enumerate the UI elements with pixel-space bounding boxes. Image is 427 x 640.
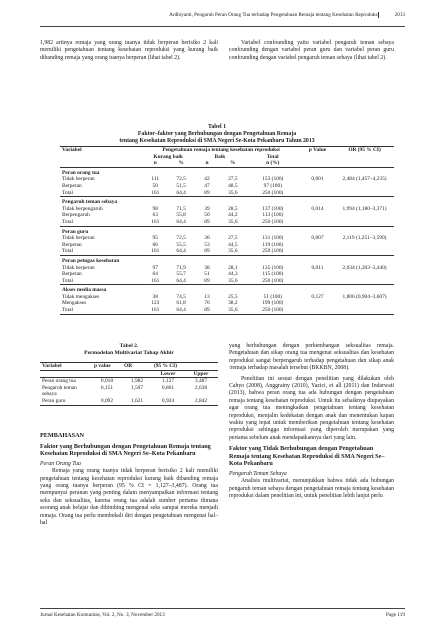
table-row xyxy=(40,378,218,385)
cell-label: Total xyxy=(60,307,142,314)
table-row xyxy=(60,219,394,226)
cell-label: Total xyxy=(60,219,142,226)
cell-p xyxy=(300,212,335,219)
cell-p: 0,007 xyxy=(311,235,324,242)
cell-label: Berperan xyxy=(62,241,82,248)
th-upper: Upper xyxy=(184,370,218,378)
paragraph: yang berhubungan dengan perkembangan seksualitas remaja. Pengetahuan dan sikap orang tua mengenai seksualitas dan kesehatan reproduksi sangat berpengaruh terhadap pengetahuan dan sikap anak /remaja terhadap masalah tersebut (BKKBN, 2008). xyxy=(229,343,394,372)
cell-p2: 44,2 xyxy=(228,212,238,219)
cell-n2: 13 xyxy=(204,293,210,300)
cell-n1: 161 xyxy=(142,278,168,285)
table1-caption xyxy=(40,124,394,145)
paragraph: Remaja yang orang tuanya tidak berperan berisiko 2 kali memiliki pengetahuan tentang kesehatan reproduksi kurang baik dibanding remaja yang orang tuanya berperan (95 % CI = 1,127–3,487). Orang tua mempunyai peranan yang penting dalam menyampaikan informasi tentang seks dan seksualitas, karena orang tua adalah sumber pertama dimana seorang anak belajar dan dibimbing mengenal seks sampai mereka menjadi remaja. Orang tua perlu membekali diri dengan pengetahuan mengenai hal–hal xyxy=(40,468,218,527)
cell-p: 1,621 xyxy=(122,398,152,405)
cell-n1: 50 xyxy=(152,182,158,189)
cell-label: Total xyxy=(60,248,142,255)
cell-n2: 53 xyxy=(204,241,210,248)
cell-label: Pengaruh teman sebaya xyxy=(42,384,77,398)
cell-or: 0,924 xyxy=(152,398,184,405)
cell-ci: 2,842 xyxy=(184,398,218,405)
right-bottom-text xyxy=(229,343,394,504)
cell-tot: 135 (100) xyxy=(262,264,284,271)
table-row xyxy=(60,183,394,190)
table2-body xyxy=(40,378,218,405)
cell-or xyxy=(335,271,394,278)
cell-p: 1,982 xyxy=(130,378,144,385)
cell-label: Tidak berperan xyxy=(62,264,95,271)
table1-title-line2: tentang Kesehatan Reproduksi di SMA Negeri Se-Kota Pekanbaru Tahun 2013 xyxy=(119,138,315,144)
cell-tot: 115 (100) xyxy=(262,271,284,278)
cell-label: Peran orang tua xyxy=(42,378,76,385)
cell-p xyxy=(300,271,335,278)
cell-tot: 199 (100) xyxy=(262,300,284,307)
cell-tot: 131 (100) xyxy=(262,235,284,242)
cell-n2: 51 xyxy=(204,271,210,278)
cell-p1: 55,7 xyxy=(176,271,186,278)
cell-n1: 64 xyxy=(152,271,158,278)
cell-p1: 72,5 xyxy=(176,235,186,242)
cell-p2: 35,6 xyxy=(220,190,246,197)
th-ci: (95 % CI) xyxy=(152,363,218,371)
table-row xyxy=(60,265,394,272)
cell-label: Mengakses xyxy=(62,300,87,307)
cell-n2: 89 xyxy=(194,278,220,285)
cell-p xyxy=(300,278,335,285)
cell-b: 0,092 xyxy=(92,398,122,405)
table-row xyxy=(60,190,394,197)
cell-label: Peran guru xyxy=(40,398,92,405)
table-row xyxy=(60,235,394,242)
cell-p2: 25,5 xyxy=(228,293,238,300)
cell-n1: 161 xyxy=(142,190,168,197)
cell-or: 1,806 (0,904–3,607) xyxy=(342,293,387,300)
cell-p2: 44,5 xyxy=(228,241,238,248)
footer-page: Page 119 xyxy=(386,612,405,618)
cell-or: 2,034 (1,203–3,440) xyxy=(342,264,387,271)
cell-tot: 137 (100) xyxy=(262,205,284,212)
cell-label: Total xyxy=(60,190,142,197)
cell-tot: 113 (100) xyxy=(262,212,284,219)
th-variabel: Variabel xyxy=(60,147,142,154)
cell-or: 1,127 xyxy=(161,378,175,385)
cell-p2: 35,6 xyxy=(220,278,246,285)
cell-p1: 64,4 xyxy=(168,248,194,255)
heading-pembahasan: PEMBAHASAN xyxy=(40,432,85,439)
cell-tot: 119 (100) xyxy=(262,241,284,248)
cell-p1: 55,5 xyxy=(176,241,186,248)
header-rule xyxy=(40,26,405,27)
cell-b: 0,151 xyxy=(100,384,114,391)
cell-p xyxy=(300,248,335,255)
cell-p1: 61,8 xyxy=(176,300,186,307)
cell-n2: 39 xyxy=(204,205,210,212)
header-year: 2013 xyxy=(378,12,405,18)
table-row xyxy=(40,385,218,398)
th-n: n xyxy=(194,160,220,167)
cell-or xyxy=(335,190,394,197)
left-top-paragraph xyxy=(40,40,218,65)
table-group-row xyxy=(60,167,394,176)
table-row xyxy=(60,212,394,219)
table-row xyxy=(60,176,394,183)
heading-faktor-tidak: Faktor yang Tidak Berhubungan dengan Pengetahuan Remaja tentang Kesehatan Reproduksi di SMA Negeri Se–Kota Pekanbaru xyxy=(229,445,385,468)
cell-p2: 28,1 xyxy=(228,264,238,271)
table-row xyxy=(60,242,394,249)
cell-tot: 97 (100) xyxy=(263,182,282,189)
cell-n1: 66 xyxy=(152,241,158,248)
cell-n2: 42 xyxy=(204,176,210,183)
cell-p2: 35,6 xyxy=(220,248,246,255)
cell-label: Total xyxy=(60,278,142,285)
cell-tot: 250 (100) xyxy=(246,190,300,197)
running-title: Ardhiyanti, Pengaruh Peran Orang Tua terhadap Pengetahuan Remaja tentang Kesehatan Reproduksi xyxy=(169,12,379,18)
cell-p1: 71,5 xyxy=(176,205,186,212)
table1-title-line1: Faktor–faktor yang Berhubungan dengan Pengetahuan Remaja xyxy=(137,131,297,137)
th-or: OR xyxy=(122,363,152,371)
group-label: Peran guru xyxy=(62,228,89,235)
table-row xyxy=(60,300,394,307)
cell-n1: 111 xyxy=(151,176,160,183)
th-variabel: Variabel xyxy=(40,363,92,371)
th-total: Total xyxy=(266,153,279,160)
cell-p2: 27,5 xyxy=(228,176,238,183)
cell-or: 2,484 (1,457–4,235) xyxy=(342,176,387,183)
cell-label: Tidak berperan xyxy=(62,176,95,183)
th-p-value: p value xyxy=(92,363,122,371)
cell-label: Tidak mengakses xyxy=(62,293,100,300)
cell-n2: 76 xyxy=(204,300,210,307)
right-top-paragraph xyxy=(229,40,394,65)
table-row xyxy=(40,398,218,405)
cell-or xyxy=(335,307,394,314)
cell-or xyxy=(335,300,394,307)
cell-or xyxy=(335,212,394,219)
cell-tot: 153 (100) xyxy=(262,176,284,183)
cell-label: Berperan xyxy=(62,271,82,278)
th-p-value: p Value xyxy=(300,147,335,154)
table-row xyxy=(60,294,394,301)
cell-n2: 89 xyxy=(194,219,220,226)
cell-p2: 35,6 xyxy=(220,307,246,314)
cell-or: 0,861 xyxy=(161,384,175,391)
group-label: Peran orang tua xyxy=(62,169,100,176)
cell-n1: 161 xyxy=(142,219,168,226)
cell-b: 0,018 xyxy=(100,378,114,385)
th-n-pct: n (%) xyxy=(246,160,300,167)
page-footer xyxy=(40,608,405,618)
cell-p2: 28,5 xyxy=(228,205,238,212)
cell-p: 1,507 xyxy=(130,384,144,391)
cell-tot: 51 (100) xyxy=(263,293,282,300)
table2-label: Tabel 2. xyxy=(119,343,139,349)
cell-p1: 64,4 xyxy=(168,278,194,285)
table-row xyxy=(60,206,394,213)
subheading-teman-sebaya: Pengaruh Teman Sebaya xyxy=(229,471,287,478)
table1-label: Tabel 1 xyxy=(208,124,226,130)
cell-n2: 89 xyxy=(194,307,220,314)
heading-faktor: Faktor yang Berhubungan dengan Pengetahuan Remaja tentang Kesehatan Reproduksi di SMA Negeri Se–Kota Pekanbaru xyxy=(40,442,211,458)
cell-n2: 89 xyxy=(194,248,220,255)
table1 xyxy=(60,146,394,315)
table-row xyxy=(60,248,394,255)
cell-p xyxy=(300,183,335,190)
cell-tot: 250 (100) xyxy=(246,307,300,314)
table-group-row xyxy=(60,226,394,235)
left-bottom-text xyxy=(40,432,218,530)
cell-tot: 250 (100) xyxy=(246,219,300,226)
table-row xyxy=(60,307,394,314)
cell-n2: 47 xyxy=(204,182,210,189)
cell-or xyxy=(335,183,394,190)
cell-n1: 98 xyxy=(152,205,158,212)
cell-p xyxy=(300,307,335,314)
table-group-row xyxy=(60,255,394,264)
table-row xyxy=(60,278,394,285)
table2-title: Permodelan Multivariat Tahap Akhir xyxy=(84,350,174,356)
table-group-row xyxy=(60,285,394,294)
table2-caption xyxy=(40,343,218,357)
th-or: OR (95 % CI) xyxy=(335,147,394,154)
paragraph: Analisis multivariat, menunjukkan bahwa tidak ada hubungan pengaruh teman sebaya dengan pengetahuan remaja tentang kesehatan reproduksi dalam penelitian ini, untuk penelitian lebih lanjut perlu xyxy=(229,478,394,500)
cell-p1: 64,4 xyxy=(168,219,194,226)
paragraph: Variabel confounding yaitu variabel pengaruh teman sebaya confounding dengan variabel peran guru dan variabel peran guru confounding dengan variabel pengaruh teman sebaya (lihat tabel 2). xyxy=(229,40,394,61)
paragraph: Penelitian ini sesuai dengan penelitian yang dilakukan oleh Cahyo (2008), Anggrainy (2010), Yazici, et all (2011) dan Indarwati (2013), bahwa peran orang tua ada hubungan dengan pengetahuan remaja tentang kesehatan reproduksi. Untuk itu sebaiknya diupayakan agar orang tua meningkatkan pengetahuan tentang kesehatan reproduksi, menjalin kedekatan dengan anak dan menentukan kapan waktu yang tepat untuk memberikan pengetahuan tentang kesehatan reproduksi sehingga informasi yang diperoleh merupakan yang pertama sebelum anak mendapatkannya dari yang lain. xyxy=(229,375,394,441)
th-baik: Baik xyxy=(214,153,226,160)
cell-label: Tidak berpengaruh xyxy=(62,205,103,212)
cell-p1: 71,9 xyxy=(176,264,186,271)
cell-n1: 161 xyxy=(142,307,168,314)
cell-label: Berpengaruh xyxy=(62,212,90,219)
cell-n1: 123 xyxy=(151,300,160,307)
cell-p: 0,014 xyxy=(311,205,324,212)
cell-or xyxy=(335,278,394,285)
cell-p xyxy=(300,242,335,249)
group-label: Pengaruh teman sebaya xyxy=(62,199,118,206)
cell-p: 0,011 xyxy=(311,264,324,271)
cell-n1: 63 xyxy=(152,212,158,219)
cell-p xyxy=(300,300,335,307)
cell-ci: 2,638 xyxy=(194,384,208,391)
cell-p1: 51,5 xyxy=(176,182,186,189)
cell-label: Tidak berperan xyxy=(62,235,95,242)
cell-p1: 74,5 xyxy=(176,293,186,300)
cell-p: 0,001 xyxy=(311,176,324,183)
cell-or xyxy=(335,242,394,249)
cell-p1: 55,8 xyxy=(176,212,186,219)
group-label: Peran petugas kesehatan xyxy=(62,257,120,264)
table-group-row xyxy=(60,197,394,206)
cell-p2: 38,2 xyxy=(228,300,238,307)
table-row xyxy=(60,271,394,278)
th-lower: Lower xyxy=(152,370,184,378)
cell-or xyxy=(335,219,394,226)
table1-body xyxy=(60,167,394,314)
table2 xyxy=(40,362,218,406)
th-pct: % xyxy=(168,160,194,167)
cell-p1: 72,5 xyxy=(176,176,186,183)
cell-p1: 64,4 xyxy=(168,190,194,197)
cell-or xyxy=(335,248,394,255)
group-label: Akses media massa xyxy=(62,287,107,294)
paragraph: 1,982 artinya remaja yang orang tuanya tidak berperan berisiko 2 kali memiliki pengetahuan tentang kesehatan reproduksi yang kurang baik dibanding remaja yang orang tuanya berperan (lihat tabel 2). xyxy=(40,40,218,61)
th-n: n xyxy=(142,160,168,167)
cell-p1: 64,4 xyxy=(168,307,194,314)
cell-p: 0,127 xyxy=(311,293,324,300)
cell-n1: 161 xyxy=(142,248,168,255)
footer-journal: Jurnal Kesehatan Komunitas, Vol. 2, No. 3, November 2013 xyxy=(40,612,165,618)
cell-n1: 95 xyxy=(152,235,158,242)
cell-tot: 250 (100) xyxy=(246,248,300,255)
cell-n1: 97 xyxy=(152,264,158,271)
subheading-peran-orang-tua: Peran Orang Tua xyxy=(40,460,81,467)
cell-or: 2,119 (1,251–3,590) xyxy=(342,235,387,242)
th-kurang-baik: Kurang baik xyxy=(153,153,183,160)
th-pengetahuan: Pengetahuan remaja tentang kesehatan reproduksi xyxy=(142,147,300,154)
cell-p2: 27,5 xyxy=(228,235,238,242)
th-pct: % xyxy=(220,160,246,167)
cell-p2: 35,6 xyxy=(220,219,246,226)
cell-tot: 250 (100) xyxy=(246,278,300,285)
cell-label: Berperan xyxy=(62,182,82,189)
cell-n2: 36 xyxy=(204,235,210,242)
cell-n2: 50 xyxy=(204,212,210,219)
cell-n2: 89 xyxy=(194,190,220,197)
cell-p2: 44,3 xyxy=(228,271,238,278)
cell-ci: 3,487 xyxy=(194,378,208,385)
cell-p xyxy=(300,190,335,197)
running-header xyxy=(40,12,405,24)
cell-or: 1,994 (1,180–3,371) xyxy=(342,205,387,212)
cell-n2: 38 xyxy=(204,264,210,271)
cell-p2: 48,5 xyxy=(228,182,238,189)
cell-p xyxy=(300,219,335,226)
cell-n1: 38 xyxy=(152,293,158,300)
